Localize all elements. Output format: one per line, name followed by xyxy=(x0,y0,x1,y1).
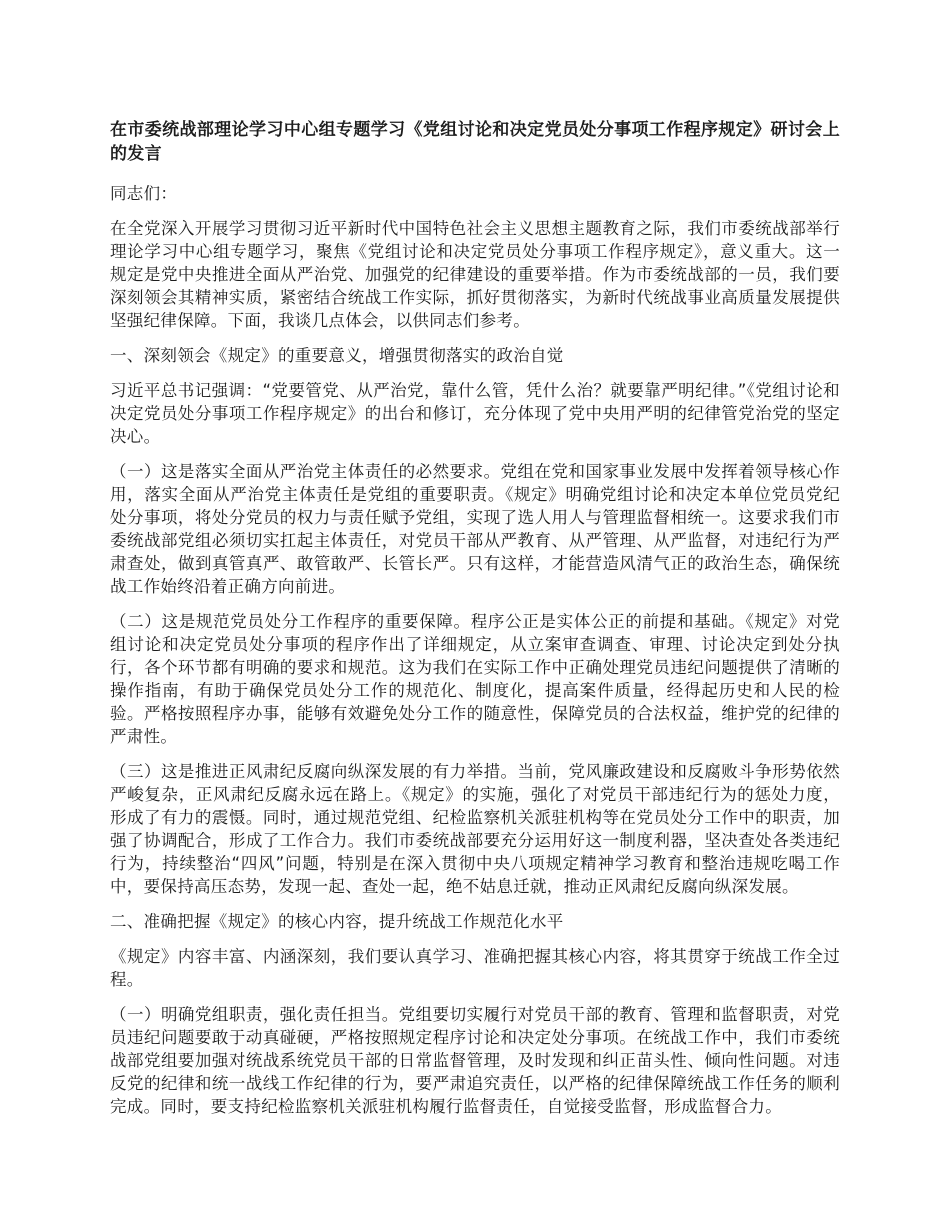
section-heading-2: 二、准确把握《规定》的核心内容，提升统战工作规范化水平 xyxy=(110,912,564,931)
paragraph-point-1-2: （二）这是规范党员处分工作程序的重要保障。程序公正是实体公正的前提和基础。《规定》对党组讨论和决定党员处分事项的程序作出了详细规定，从立案审查调查、审理、讨论决定到处分执行，各个环节都有明确的要求和规范。这为我们在实际工作中正确处理党员违纪问题提供了清晰的操作指南，有助于确保党员处分工作的规范化、制度化，提高案件质量，经得起历史和人民的检验。严格按照程序办事，能够有效避免处分工作的随意性，保障党员的合法权益，维护党的纪律的严肃性。 xyxy=(110,612,840,746)
section-heading-1: 一、深刻领会《规定》的重要意义，增强贯彻落实的政治自觉 xyxy=(110,346,564,365)
paragraph-intro: 在全党深入开展学习贯彻习近平新时代中国特色社会主义思想主题教育之际，我们市委统战部举行理论学习中心组专题学习，聚焦《党组讨论和决定党员处分事项工作程序规定》，意义重大。这一规定是党中央推进全面从严治党、加强党的纪律建设的重要举措。作为市委统战部的一员，我们要深刻领会其精神实质，紧密结合统战工作实际，抓好贯彻落实，为新时代统战事业高质量发展提供坚强纪律保障。下面，我谈几点体会，以供同志们参考。 xyxy=(110,219,840,330)
paragraph-quote: 习近平总书记强调：“党要管党、从严治党，靠什么管，凭什么治？就要靠严明纪律。”《党组讨论和决定党员处分事项工作程序规定》的出台和修订，充分体现了党中央用严明的纪律管党治党的坚定决心。 xyxy=(110,381,840,446)
paragraph-point-2-1: （一）明确党组职责，强化责任担当。党组要切实履行对党员干部的教育、管理和监督职责，对党员违纪问题要敢于动真碰硬，严格按照规定程序讨论和决定处分事项。在统战工作中，我们市委统战部党组要加强对统战系统党员干部的日常监督管理，及时发现和纠正苗头性、倾向性问题。对违反党的纪律和统一战线工作纪律的行为，要严肃追究责任，以严格的纪律保障统战工作任务的顺利完成。同时，要支持纪检监察机关派驻机构履行监督责任，自觉接受监督，形成监督合力。 xyxy=(110,1005,840,1116)
paragraph-point-1-1: （一）这是落实全面从严治党主体责任的必然要求。党组在党和国家事业发展中发挥着领导核心作用，落实全面从严治党主体责任是党组的重要职责。《规定》明确党组讨论和决定本单位党员党纪处分事项，将处分党员的权力与责任赋予党组，实现了选人用人与管理监督相统一。这要求我们市委统战部党组必须切实扛起主体责任，对党员干部从严教育、从严管理、从严监督，对违纪行为严肃查处，做到真管真严、敢管敢严、长管长严。只有这样，才能营造风清气正的政治生态，确保统战工作始终沿着正确方向前进。 xyxy=(110,462,840,596)
paragraph-section2-intro: 《规定》内容丰富、内涵深刻，我们要认真学习、准确把握其核心内容，将其贯穿于统战工作全过程。 xyxy=(110,947,840,989)
salutation: 同志们： xyxy=(110,184,178,203)
document-title: 在市委统战部理论学习中心组专题学习《党组讨论和决定党员处分事项工作程序规定》研讨会上的发言 xyxy=(110,120,840,164)
paragraph-point-1-3: （三）这是推进正风肃纪反腐向纵深发展的有力举措。当前，党风廉政建设和反腐败斗争形势依然严峻复杂，正风肃纪反腐永远在路上。《规定》的实施，强化了对党员干部违纪行为的惩处力度，形成了有力的震慑。同时，通过规范党组、纪检监察机关派驻机构等在党员处分工作中的职责，加强了协调配合，形成了工作合力。我们市委统战部要充分运用好这一制度利器，坚决查处各类违纪行为，持续整治“四风”问题，特别是在深入贯彻中央八项规定精神学习教育和整治违规吃喝工作中，要保持高压态势，发现一起、查处一起，绝不姑息迁就，推动正风肃纪反腐向纵深发展。 xyxy=(110,762,840,896)
